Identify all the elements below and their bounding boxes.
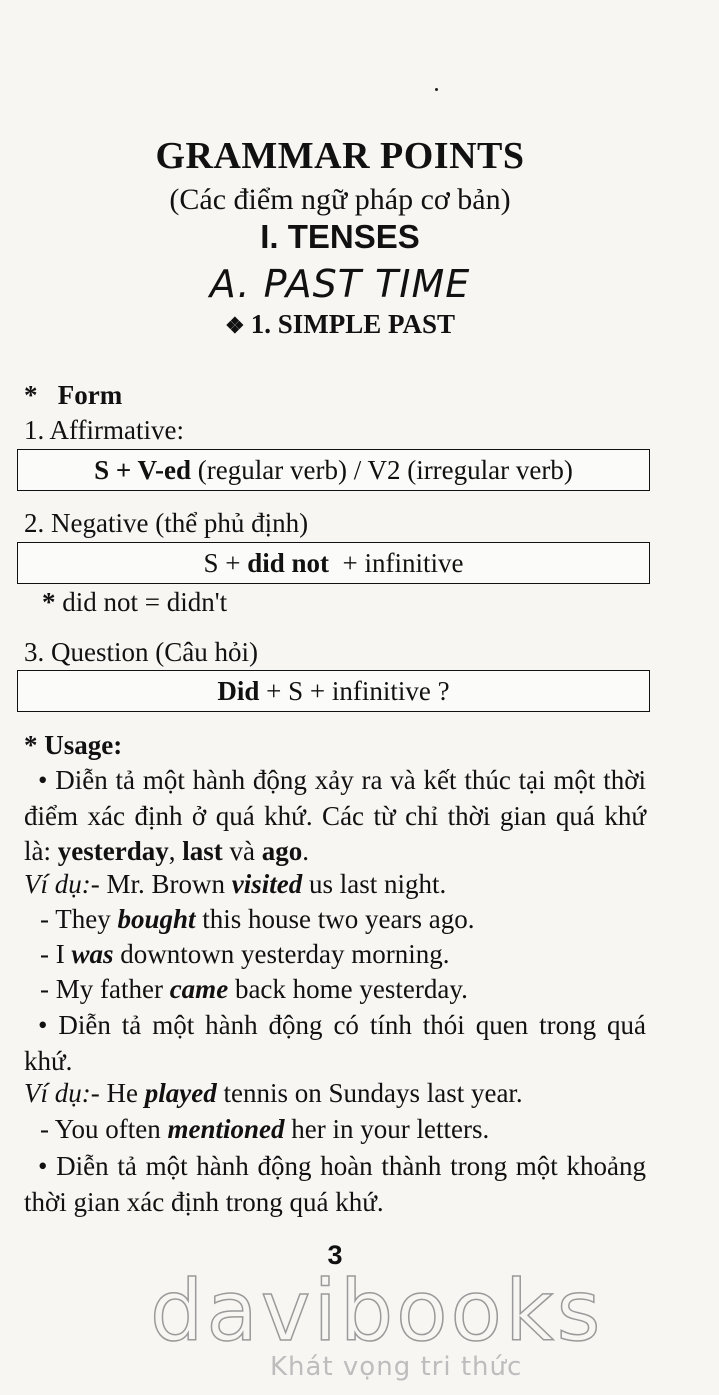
page-subtitle: (Các điểm ngữ pháp cơ bản) [169,183,511,216]
keyword-ago: ago [261,836,303,866]
question-rule-rest: + S + infinitive ? [259,676,450,706]
speck [435,88,438,91]
subsection-heading: A. PAST TIME [209,262,471,306]
affirmative-rule-box [17,449,650,491]
usage-heading: * Usage: [24,730,123,760]
question-label: 3. Question (Câu hỏi) [24,637,258,667]
example-4-verb: came [169,974,229,1004]
example-4-pre: - My father [40,974,170,1004]
example-1-pre: - Mr. Brown [90,869,232,899]
form-star: * [24,380,38,410]
example-5-verb: played [144,1078,217,1108]
example-5-post: tennis on Sundays last year. [216,1078,523,1108]
example-5-pre: - He [90,1078,145,1108]
affirmative-rule-rest: (regular verb) / V2 (irregular verb) [191,455,573,485]
example-3-post: downtown yesterday morning. [113,939,450,969]
example-4 [40,974,468,1005]
affirmative-label: 1. Affirmative: [24,415,184,445]
example-6-pre: - You often [40,1114,168,1144]
page-title: GRAMMAR POINTS [155,135,525,177]
usage-paragraph-2: • Diễn tả một hành động có tính thói quen trong quá khứ. [24,1010,646,1076]
example-2-post: this house two years ago. [195,904,475,934]
example-2 [40,904,474,935]
page-number: 3 [327,1240,343,1270]
example-4-post: back home yesterday. [228,974,468,1004]
usage-paragraph-1 [24,763,646,870]
example-3-pre: - I [40,939,72,969]
example-1-verb: visited [231,869,303,899]
example-label-2: Ví dụ: [24,1078,91,1108]
section-heading: I. TENSES [260,218,420,255]
keyword-yesterday: yesterday [57,836,169,866]
usage-1-text: • Diễn tả một hành động xảy ra và kết thúc tại một thời điểm xác định ở quá khứ. Các từ chỉ thời gian quá khứ là: [24,765,646,866]
question-rule-box [17,670,650,712]
publisher-logo: davibooks [150,1262,604,1360]
form-heading-text: Form [57,380,123,410]
kw-sep-2: và [222,836,262,866]
note-star: * [42,587,56,617]
example-6-verb: mentioned [167,1114,285,1144]
example-6-post: her in your letters. [284,1114,490,1144]
form-heading [24,380,122,411]
example-2-verb: bought [117,904,196,934]
example-1-post: us last night. [302,869,447,899]
example-label: Ví dụ: [24,869,91,899]
note-text: did not = didn't [55,587,228,617]
kw-sep-1: , [168,836,183,866]
example-2-pre: - They [40,904,118,934]
usage-1-end: . [302,836,309,866]
example-1 [24,869,446,900]
topic-heading [0,309,680,340]
negative-note [42,587,227,618]
negative-rule-end: + infinitive [329,548,464,578]
negative-rule-bold: did not [247,548,330,578]
question-rule-bold: Did [217,676,260,706]
negative-rule-start: S + [203,548,248,578]
diamond-bullet-icon: ❖ [224,313,245,338]
topic-title: 1. SIMPLE PAST [250,309,455,339]
example-5 [24,1078,523,1109]
negative-rule-box [17,542,650,584]
example-6 [40,1114,489,1145]
negative-label: 2. Negative (thể phủ định) [24,508,309,538]
affirmative-rule-bold: S + V-ed [94,455,192,485]
publisher-slogan: Khát vọng tri thức [270,1352,523,1382]
example-3 [40,939,449,970]
keyword-last: last [182,836,223,866]
usage-paragraph-3: • Diễn tả một hành động hoàn thành trong một khoảng thời gian xác định trong quá khứ. [24,1151,646,1217]
example-3-verb: was [71,939,114,969]
